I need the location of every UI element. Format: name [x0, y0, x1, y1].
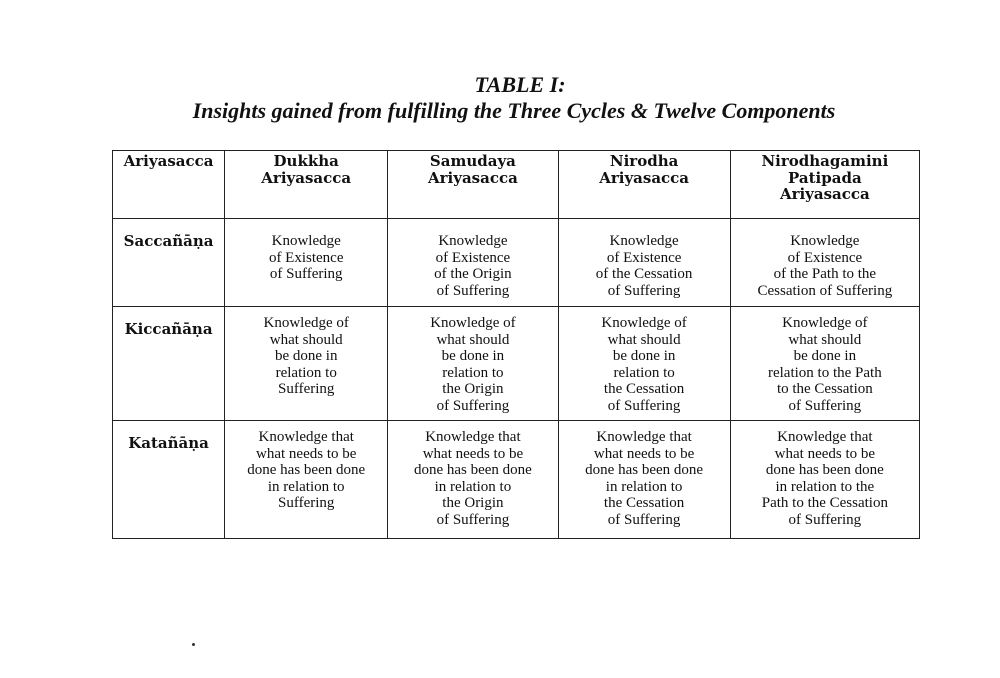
- table-cell: [730, 307, 919, 421]
- insights-table: [112, 150, 920, 539]
- cell-line: Knowledge that: [777, 429, 873, 445]
- cell-line: of Suffering: [436, 511, 510, 528]
- header-cell: [558, 151, 730, 219]
- cell-line: relation to: [275, 364, 337, 381]
- cell-line: be done in: [441, 348, 505, 364]
- cell-line: of the Cessation: [595, 266, 693, 282]
- cell-line: be done in: [612, 348, 676, 364]
- cell-line: Ariyasacca: [599, 168, 690, 187]
- cell-line: Path to the Cessation: [761, 495, 888, 511]
- cell-line: what needs to be: [422, 445, 524, 462]
- cell-line: Knowledge that: [596, 429, 692, 445]
- cell-line: of the Origin: [434, 266, 512, 282]
- cell-line: Ariyasacca: [123, 152, 214, 170]
- cell-line: what needs to be: [774, 445, 876, 462]
- cell-line: of Suffering: [269, 266, 343, 282]
- table-row: [113, 307, 920, 421]
- cell-line: relation to the Path: [767, 364, 882, 381]
- cell-line: of Existence: [435, 249, 511, 266]
- table-title-number: TABLE I:: [474, 72, 566, 97]
- cell-line: of Suffering: [788, 511, 862, 528]
- cell-line: of Existence: [268, 249, 344, 266]
- table-cell: [558, 219, 730, 307]
- cell-line: of Suffering: [436, 397, 510, 414]
- header-cell: [113, 151, 225, 219]
- cell-line: Knowledge that: [425, 429, 521, 445]
- cell-line: done has been done: [413, 462, 532, 478]
- table-row: [113, 421, 920, 539]
- cell-line: what should: [269, 331, 343, 348]
- cell-line: in relation to: [267, 478, 345, 495]
- cell-line: done has been done: [585, 462, 704, 478]
- cell-line: of the Path to the: [773, 266, 877, 282]
- stray-dot: [192, 643, 195, 646]
- cell-line: in relation to: [434, 478, 512, 495]
- table-cell: [225, 307, 388, 421]
- cell-line: Knowledge: [271, 233, 341, 249]
- cell-line: of Suffering: [436, 282, 510, 299]
- cell-line: be done in: [274, 348, 338, 364]
- table-cell: [558, 307, 730, 421]
- cell-line: what should: [436, 331, 510, 348]
- cell-line: the Origin: [442, 381, 504, 397]
- cell-line: Nirodha: [609, 152, 679, 170]
- cell-line: Samudaya: [429, 152, 516, 170]
- cell-line: done has been done: [765, 462, 884, 478]
- cell-line: what should: [788, 331, 862, 348]
- table-cell: [388, 307, 558, 421]
- table-header-row: [113, 151, 920, 219]
- cell-line: what needs to be: [256, 445, 357, 462]
- cell-line: Knowledge that: [258, 429, 354, 445]
- cell-line: the Cessation: [603, 495, 685, 511]
- cell-line: Patipada: [788, 168, 862, 187]
- table-cell: [388, 219, 558, 307]
- row-header: Saccañāṇa: [113, 219, 225, 307]
- cell-line: Knowledge of: [263, 315, 349, 331]
- table-cell: [730, 421, 919, 539]
- cell-line: Ariyasacca: [261, 168, 352, 187]
- cell-line: done has been done: [247, 462, 366, 478]
- cell-line: of Suffering: [607, 397, 681, 414]
- cell-line: what should: [607, 331, 681, 348]
- header-cell: [225, 151, 388, 219]
- cell-line: Knowledge of: [601, 315, 687, 331]
- row-header: Katañāṇa: [113, 421, 225, 539]
- cell-line: relation to: [613, 364, 675, 381]
- cell-line: Cessation of Suffering: [757, 282, 893, 299]
- cell-line: Knowledge: [438, 233, 508, 249]
- cell-line: relation to: [442, 364, 504, 381]
- header-cell: [388, 151, 558, 219]
- cell-line: Suffering: [278, 381, 335, 397]
- cell-line: to the Cessation: [776, 381, 873, 397]
- header-cell: [730, 151, 919, 219]
- cell-line: Knowledge of: [782, 315, 868, 331]
- cell-line: Nirodhagamini: [761, 152, 889, 170]
- cell-line: what needs to be: [593, 445, 695, 462]
- table-cell: [225, 421, 388, 539]
- cell-line: of Suffering: [607, 282, 681, 299]
- cell-line: in relation to the: [775, 478, 875, 495]
- cell-line: of Existence: [787, 249, 863, 266]
- cell-line: Knowledge: [609, 233, 679, 249]
- cell-line: of Suffering: [607, 511, 681, 528]
- cell-line: of Existence: [606, 249, 682, 266]
- table-cell: [388, 421, 558, 539]
- table-title: [0, 72, 1000, 124]
- table-cell: [730, 219, 919, 307]
- table-cell: [225, 219, 388, 307]
- cell-line: in relation to: [605, 478, 683, 495]
- cell-line: Ariyasacca: [428, 168, 518, 187]
- cell-line: Dukkha: [273, 152, 339, 170]
- row-header: Kiccañāṇa: [113, 307, 225, 421]
- cell-line: Suffering: [278, 495, 335, 511]
- cell-line: the Origin: [442, 495, 504, 511]
- cell-line: Knowledge: [790, 233, 860, 249]
- cell-line: Ariyasacca: [779, 185, 870, 203]
- cell-line: be done in: [793, 348, 857, 364]
- table-cell: [558, 421, 730, 539]
- cell-line: the Cessation: [603, 381, 685, 397]
- table-title-caption: Insights gained from fulfilling the Three Cycles & Twelve Components: [192, 98, 836, 123]
- cell-line: of Suffering: [788, 397, 862, 414]
- table-row: [113, 219, 920, 307]
- cell-line: Knowledge of: [430, 315, 516, 331]
